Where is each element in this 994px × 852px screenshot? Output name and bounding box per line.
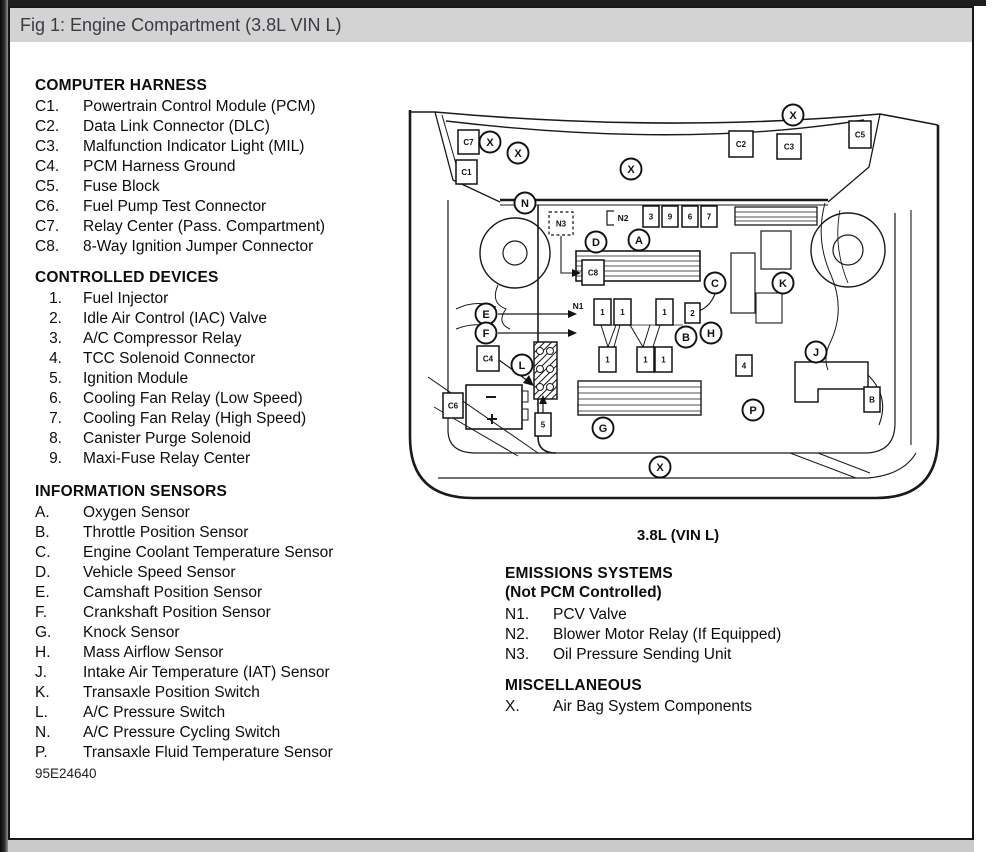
list-item <box>35 217 325 237</box>
callout-letter: X <box>486 137 494 149</box>
item-label: N3. <box>505 646 530 663</box>
callout-letter: E <box>482 309 490 321</box>
item-label: L. <box>35 704 48 721</box>
callout-code: 1 <box>605 355 610 365</box>
item-text: A/C Compressor Relay <box>83 330 242 347</box>
list-item <box>35 743 333 763</box>
callout-code: C7 <box>463 138 474 147</box>
callout-letter: C <box>711 278 719 290</box>
item-label: F. <box>35 604 48 621</box>
engine-compartment-diagram <box>398 85 958 525</box>
diagram-callouts <box>443 105 880 478</box>
callout-code: 1 <box>662 308 667 317</box>
item-label: A. <box>35 504 50 521</box>
item-text: Idle Air Control (IAC) Valve <box>83 310 268 327</box>
emissions-subheading: (Not PCM Controlled) <box>505 584 662 601</box>
computer-harness-list <box>35 97 325 257</box>
list-item <box>505 697 752 717</box>
list-item <box>35 723 333 743</box>
left-edge-shadow <box>0 0 8 852</box>
callout-code: C5 <box>854 130 866 140</box>
item-label: B. <box>35 524 50 541</box>
callout-letter: G <box>598 423 608 435</box>
item-label: 8. <box>49 430 62 447</box>
item-label: N2. <box>505 626 530 643</box>
miscellaneous-heading: MISCELLANEOUS <box>505 677 642 694</box>
callout-code: C3 <box>783 142 795 152</box>
callout-code: 1 <box>620 308 625 317</box>
item-text: Relay Center (Pass. Compartment) <box>83 218 326 235</box>
callout-code: C1 <box>461 168 472 177</box>
callout-letter: X <box>789 110 797 122</box>
item-text: Oxygen Sensor <box>83 504 190 521</box>
item-label: 4. <box>49 350 62 367</box>
callout-code: 3 <box>648 212 654 222</box>
callout-code: 2 <box>690 309 695 318</box>
emissions-heading: EMISSIONS SYSTEMS <box>505 565 673 582</box>
callout-letter: J <box>812 347 820 359</box>
diagram-caption: 3.8L (VIN L) <box>636 527 720 544</box>
list-item <box>35 663 333 683</box>
list-item <box>505 625 781 645</box>
callout-code: 5 <box>540 420 546 430</box>
item-text: Air Bag System Components <box>553 698 753 715</box>
item-label: C7. <box>35 218 60 235</box>
item-label: C1. <box>35 98 60 115</box>
callout-code: 1 <box>600 308 605 317</box>
item-label: 3. <box>49 330 62 347</box>
list-item <box>35 449 306 469</box>
callout-code: 4 <box>741 361 747 371</box>
miscellaneous-list <box>505 697 752 717</box>
item-text: Fuel Pump Test Connector <box>83 198 267 215</box>
callout-letter: H <box>707 328 715 340</box>
callout-code: B <box>869 395 875 405</box>
callout-letter: N <box>521 198 529 210</box>
list-item <box>35 329 306 349</box>
callout-code: N3 <box>555 219 567 229</box>
item-label: K. <box>35 684 50 701</box>
item-text: Knock Sensor <box>83 624 180 641</box>
item-text: Malfunction Indicator Light (MIL) <box>83 138 305 155</box>
item-label: 6. <box>49 390 62 407</box>
page-title: Fig 1: Engine Compartment (3.8L VIN L) <box>20 14 342 35</box>
item-text: A/C Pressure Switch <box>83 704 226 721</box>
item-label: C8. <box>35 238 60 255</box>
list-item <box>35 389 306 409</box>
list-item <box>35 603 333 623</box>
list-item <box>35 703 333 723</box>
callout-letter: X <box>656 462 664 474</box>
callout-letter: P <box>749 405 757 417</box>
item-label: 7. <box>49 410 62 427</box>
list-item <box>35 623 333 643</box>
information-sensors-heading: INFORMATION SENSORS <box>35 483 228 500</box>
computer-harness-heading: COMPUTER HARNESS <box>35 77 207 94</box>
callout-letter: K <box>779 278 787 290</box>
list-item <box>35 117 325 137</box>
item-text: Oil Pressure Sending Unit <box>553 646 732 663</box>
callout-code: 1 <box>661 355 666 365</box>
list-item <box>505 605 781 625</box>
item-label: D. <box>35 564 51 581</box>
item-text: TCC Solenoid Connector <box>83 350 256 367</box>
bottom-edge-shadow <box>8 840 974 852</box>
callout-code: 6 <box>687 212 693 222</box>
callout-letter: F <box>482 328 490 340</box>
item-label: C4. <box>35 158 60 175</box>
item-label: E. <box>35 584 50 601</box>
item-label: J. <box>35 664 48 681</box>
item-label: C2. <box>35 118 60 135</box>
list-item <box>35 157 325 177</box>
item-text: Canister Purge Solenoid <box>83 430 252 447</box>
list-item <box>35 543 333 563</box>
item-label: 5. <box>49 370 62 387</box>
callout-code: 7 <box>706 212 712 222</box>
item-label: N. <box>35 724 51 741</box>
item-text: Crankshaft Position Sensor <box>83 604 271 621</box>
callout-code: C8 <box>587 268 599 278</box>
controlled-devices-list <box>35 289 306 469</box>
list-item <box>35 289 306 309</box>
list-item <box>35 583 333 603</box>
item-label: H. <box>35 644 51 661</box>
list-item <box>505 645 781 665</box>
item-text: Powertrain Control Module (PCM) <box>83 98 316 115</box>
list-item <box>35 563 333 583</box>
callout-code: C2 <box>735 140 747 149</box>
item-text: Vehicle Speed Sensor <box>83 564 236 581</box>
item-label: C. <box>35 544 51 561</box>
item-text: Blower Motor Relay (If Equipped) <box>553 626 782 643</box>
callout-code: C4 <box>482 354 494 364</box>
callout-code: 1 <box>643 355 648 365</box>
list-item <box>35 97 325 117</box>
list-item <box>35 237 325 257</box>
item-text: 8-Way Ignition Jumper Connector <box>83 238 314 255</box>
callout-letter: L <box>518 360 526 372</box>
list-item <box>35 309 306 329</box>
item-label: X. <box>505 698 520 715</box>
diagram-label-n2: N2 <box>617 213 629 223</box>
diagram-label-n1: N1 <box>572 301 584 311</box>
item-text: Fuel Injector <box>83 290 169 307</box>
item-text: Camshaft Position Sensor <box>83 584 263 601</box>
list-item <box>35 137 325 157</box>
item-label: 9. <box>49 450 62 467</box>
item-text: Ignition Module <box>83 370 189 387</box>
item-text: Maxi-Fuse Relay Center <box>83 450 251 467</box>
item-label: G. <box>35 624 52 641</box>
information-sensors-list <box>35 503 333 763</box>
emissions-list <box>505 605 781 665</box>
item-label: 1. <box>49 290 62 307</box>
callout-letter: A <box>635 235 643 247</box>
callout-code: 9 <box>667 212 673 222</box>
list-item <box>35 369 306 389</box>
callout-code: C6 <box>447 401 459 411</box>
item-label: C5. <box>35 178 60 195</box>
item-label: C3. <box>35 138 60 155</box>
callout-letter: X <box>627 164 635 176</box>
list-item <box>35 429 306 449</box>
item-text: Transaxle Position Switch <box>83 684 260 701</box>
doc-code: 95E24640 <box>35 766 97 781</box>
list-item <box>35 503 333 523</box>
list-item <box>35 409 306 429</box>
callout-letter: X <box>514 148 522 160</box>
list-item <box>35 683 333 703</box>
item-label: P. <box>35 744 48 761</box>
controlled-devices-heading: CONTROLLED DEVICES <box>35 269 219 286</box>
item-text: Transaxle Fluid Temperature Sensor <box>83 744 333 761</box>
item-text: Data Link Connector (DLC) <box>83 118 270 135</box>
item-label: N1. <box>505 606 530 623</box>
item-text: Cooling Fan Relay (High Speed) <box>83 410 307 427</box>
item-text: Mass Airflow Sensor <box>83 644 224 661</box>
item-text: Throttle Position Sensor <box>83 524 249 541</box>
list-item <box>35 177 325 197</box>
item-text: PCV Valve <box>553 606 627 623</box>
list-item <box>35 197 325 217</box>
callout-letter: D <box>592 237 600 249</box>
list-item <box>35 349 306 369</box>
item-label: 2. <box>49 310 62 327</box>
item-text: PCM Harness Ground <box>83 158 236 175</box>
item-text: Engine Coolant Temperature Sensor <box>83 544 334 561</box>
item-text: Cooling Fan Relay (Low Speed) <box>83 390 303 407</box>
list-item <box>35 643 333 663</box>
window-titlebar <box>10 8 972 42</box>
list-item <box>35 523 333 543</box>
callout-letter: B <box>682 332 690 344</box>
item-text: A/C Pressure Cycling Switch <box>83 724 281 741</box>
item-text: Intake Air Temperature (IAT) Sensor <box>83 664 330 681</box>
item-text: Fuse Block <box>83 178 160 195</box>
item-label: C6. <box>35 198 60 215</box>
